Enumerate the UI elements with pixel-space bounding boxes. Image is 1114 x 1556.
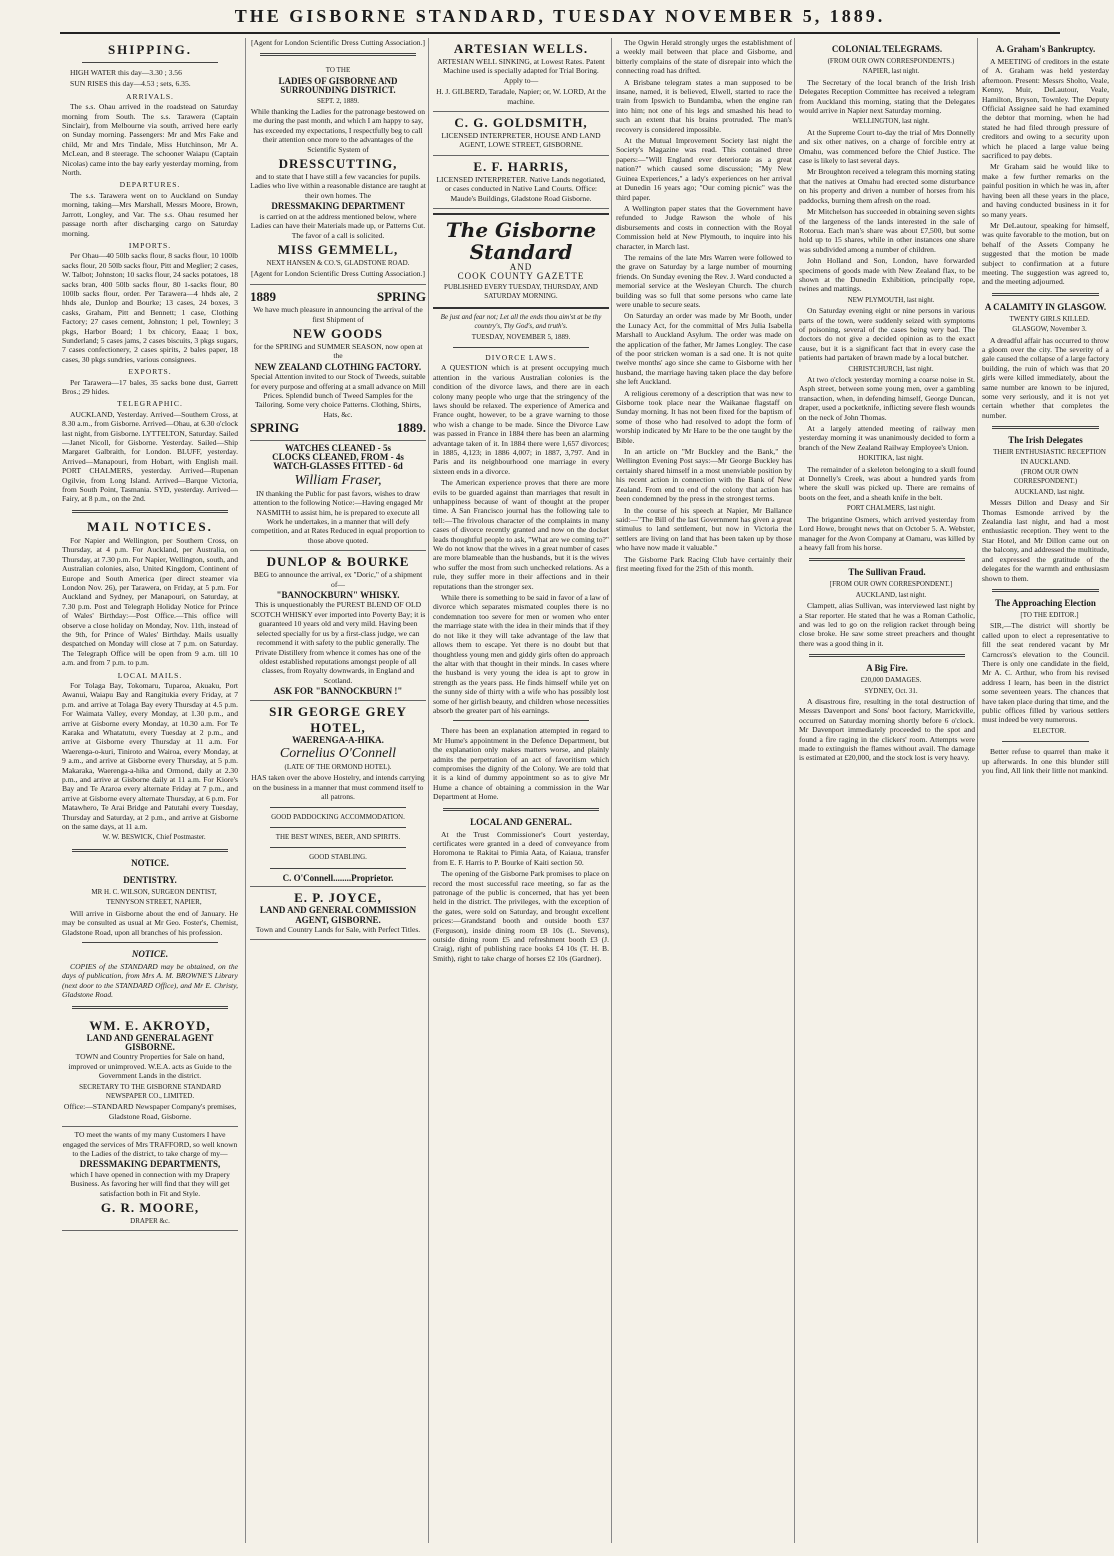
paper-masthead [433,213,609,309]
best-wines: THE BEST WINES, BEER, AND SPIRITS. [275,832,401,841]
c5-p8: At a largely attended meeting of railway men yesterday morning it was unanimously decided to form a branch of the New Zealand Railway Employee's Union. [799,424,975,452]
dunlop-name: DUNLOP & BOURKE [266,554,410,570]
christchurch-date: CHRISTCHURCH, last night. [848,364,934,373]
sullivan-p1: Clampett, alias Sullivan, was interviewed last night by a Star reporter. He stated that he was a Roman Catholic, and was led to go on the religion racket through being close broke. He saw some street preachers and thought there was a good thing in it. [799,601,975,648]
artesian-ad [433,38,609,112]
watches-line: WATCHES CLEANED - 5s [284,442,392,453]
nz-text2: for the SPRING and SUMMER SEASON, now open at the [253,341,423,361]
departures-heading: DEPARTURES. [119,180,181,190]
shipping-heading: SHIPPING. [107,42,193,57]
joyce-title: LAND AND GENERAL COMMISSION AGENT, GISBORNE. [259,905,417,925]
column-1 [62,38,242,1543]
calamity-p1: A dreadful affair has occurred to throw a gloom over the city. The severity of a gale caused the collapse of a large factory building, the ruin of which was that 20 girls were killed immediately, about the same number are known to be injured, some very seriously, and it is not yet certain whether that completes the number. [982,335,1109,420]
divorce-p2: The American experience proves that there are more evils to be guarded against than marriages that result in unhappiness because of want of thought at the proper time. A San Francisco journal has the following tale to tell:—The frivolous character of the complaints in many cases of divorce recently granted and now on the docket leads thoughtful people to ask, "What are we coming to?" We do not know that the wives in a great number of cases are more blameable than the husbands, but it is the wives who suffer the most from such unchecked relations. As a rule, they suffer more in their affections and in their reputations than the stronger sex. [433,478,609,591]
calamity-sub: TWENTY GIRLS KILLED. [1009,314,1090,323]
paper-motto: Be just and fear not; Let all the ends thou aim'st at be thy country's, Thy God's, and truth's. [440,312,602,331]
oconnell-name: Cornelius O'Connell [279,745,397,761]
notice2-heading: NOTICE. [131,948,169,959]
napier-date: NAPIER, last night. [862,67,920,76]
election-heading: The Approaching Election [995,597,1096,608]
page-masthead: THE GISBORNE STANDARD, TUESDAY NOVEMBER 5, 1889. [60,6,1060,34]
c4-p9: In the course of his speech at Napier, Mr Ballance said:—"The Bill of the last Government has given a great stimulus to land settlement, but now in Victoria the settlers are living on land that has been taken up by those who have now made it valuable." [616,505,792,553]
local-mails-heading: LOCAL MAILS. [117,670,183,680]
colonial-sub: (FROM OUR OWN CORRESPONDENTS.) [827,57,955,65]
spring-word: SPRING [376,288,426,304]
joyce-text: Town and Country Lands for Sale, with Perfect Titles. [255,925,421,934]
joyce-ad [250,887,426,940]
dept-heading: DRESSMAKING DEPARTMENT [271,201,405,212]
divorce-p4: There has been an explanation attempted in regard to Mr Hume's appointment in the Defence Department, but the explanation only makes matters worse, and plainly admits the perpetration of an act of favoritism which compromises the dignity of the Colony. We are told that it is a kind of dummy appointment so as to give Mr Hume a chance of obtaining a commission in the War Department at Home. [433,726,609,802]
c5-p2: At the Supreme Court to-day the trial of Mrs Donnelly and six other natives, on a charge of forcible entry at Omahu, was commenced before the Chief Justice. The case is likely to last several days. [799,127,975,166]
local-heading: LOCAL AND GENERAL. [470,816,572,827]
irish-sub: THEIR ENTHUSIASTIC RECEPTION IN AUCKLAND. [993,448,1106,466]
moore-text2: which I have opened in connection with my Drapery Business. As favoring her will find that they will get satisfaction both in Fit and Style. [70,1169,230,1198]
paddocking: GOOD PADDOCKING ACCOMMODATION. [271,812,405,821]
notice2-text: COPIES of the STANDARD may be obtained, on the days of publication, from Mrs A. M. BROWNE'S Library (next door to the STANDARD Office), and Mr E. Christy, Gladstone Road. [62,961,238,1000]
port-chalmers-date: PORT CHALMERS, last night. [846,504,936,513]
fire-sub: £20,000 DAMAGES. [860,676,922,685]
auckland-date: AUCKLAND, last night. [855,590,927,599]
column-3 [428,38,613,1543]
clothing-factory-ad [250,285,426,441]
akroyd-title: LAND AND GENERAL AGENT GISBORNE. [86,1032,214,1052]
irish-corr: (FROM OUR OWN CORRESPONDENT.) [1013,468,1079,486]
local-p1: At the Trust Commissioner's Court yesterday, certificates were granted in a deed of conveyance from Horomona te Rakitai to Pimia Aata, of Kaiaua, transfer from E. F. Harris to P. Bourke of Kaiti section 50. [433,829,609,867]
c5-p10: The brigantine Osmers, which arrived yesterday from Lord Howe, brought news that on October 5. A. Webster, manager for the Avon Company at Oamaru, was killed by a heavy fall from his horse. [799,514,975,552]
c4-p5: The remains of the late Mrs Warren were followed to the grave on Saturday by a large number of mourning friends. On Sunday evening the Rev. J. Ward conducted a memorial service at the Wesleyan Church. The church building was so full that some persons who came late were unable to secure seats. [616,252,792,309]
akroyd-text: TOWN and Country Properties for Sale on hand, improved or unimproved. W.E.A. acts as Guide to the Government Lands in the district. [68,1052,232,1081]
dentistry-heading: DENTISTRY. [123,874,177,885]
irish-p1: Messrs Dillon and Deasy and Sir Thomas Esmonde arrived by the Zealandia last night, and had a most enthusiastic reception. They went to the Star Hotel, and Mr Dillon came out on the balcony, and addressed the multitude, and expressed the gratitude of the delegates for the warmth and enthusiasm shown to them. [982,498,1109,583]
c4-p10: The Gisborne Park Racing Club have certainly their first meeting fixed for the 25th of this month. [616,554,792,573]
paper-subtitle: COOK COUNTY GAZETTE [457,271,585,282]
ladies-text: While thanking the Ladies for the patronage bestowed on me during the past month, and which I am happy to say, has exceeded my expectations, I respectfully beg to call their attention once more to the advantages of the Scientific System of [250,107,426,154]
notice-heading: NOTICE. [131,857,169,868]
fire-p1: A disastrous fire, resulting in the total destruction of Messrs Davenport and Sons' boot factory, Marrickville, occurred on Saturday morning shortly before 6 o'clock. Mr Davenport immediately proceeded to the spot and found a fire raging in the clickers' room. Attempts were made to extinguish the flames without avail. The damage is estimated at £20,000, and the stock lost is very heavy. [799,696,975,763]
hokitika-date: HOKITIKA, last night. [858,454,924,463]
divorce-heading: DIVORCE LAWS. [485,352,557,362]
mail-text: For Napier and Wellington, per Southern Cross, on Thursday, at 4 p.m. For Auckland, per Australia, on Thursday, at 7.30 p.m. For Napier, Wellington, south, and Australian colonies, also, United Kingdom, Continent of Europe and South America (per direct steamer via London Nov. 26), per Tarawera, on Friday, at 5 p.m. For Auckland and Sydney, per Manapouri, on Saturday, at 7.30 p.m. Post and Telegraph Holiday Notice for Prince of Wales' Birthday:—Post Office.—This office will observe a close holiday on Monday, Nov. 11th, instead of the 9th, for Prince of Wales' Birthday. Mails usually despatched on Monday will close at 7 p.m. on Saturday. The Telegraph Office will be open from 9 a.m. till 10 a.m. and from 7 p.m. to p.m. [62,535,238,668]
colonial-heading: COLONIAL TELEGRAMS. [831,44,943,54]
sun-rises: SUN RISES this day—4.53 ; sets, 6.35. [70,79,191,89]
c4-p6: On Saturday an order was made by Mr Booth, under the Lunacy Act, for the committal of Mrs Julia Isabella Marshall to Auckland Asylum. The order was made on the application of the father, Mr James Longley. The case of the poor stricken woman is a sad one. It is not quite twelve months' ago since she came to Gisborne with her husband, the marriage having taken place the day before she left Auckland. [616,311,792,387]
bank-p2: Mr Graham said he would like to make a few further remarks on the painful position in which he was in, after having been all these years in the place, and having conducted business in it for so many years. [982,162,1109,219]
telegraphic-text: AUCKLAND, Yesterday. Arrived—Southern Cross, at 8.30 a.m., from Gisborne. Arrived—Ohau, at 6.30 o'clock last night, from Gisborne. LYTTELTON, Saturday. Sailed—Janet Nicoll, for Gisborne. Yesterday. Sailed—Ship Margaret Galbraith, for London. BLUFF, yesterday. Arrived—Manapouri, from Hobart, with English mail. PORT CHALMERS, yesterday. Arrived—Rupenan Ogilvie, from Long Island. Arrived—Barque Victoria, from South Point, Tasmania. SYD, yesterday. Arrived—Fairy, at 8 p.m., on the 2nd. [62,409,238,504]
miss-address: NEXT HANSEN & CO.'S, GLADSTONE ROAD. [266,258,410,267]
dentist-name: MR H. C. WILSON, SURGEON DENTIST, [91,887,217,896]
high-water: HIGH WATER this day—3.30 ; 3.56 [70,68,182,77]
stabling: GOOD STABLING. [309,853,367,862]
paper-published: PUBLISHED EVERY TUESDAY, THURSDAY, AND SATURDAY MORNING. [444,282,598,301]
harris-name: E. F. HARRIS, [473,158,569,174]
nz-text: We have much pleasure in announcing the arrival of the first Shipment of [253,305,423,324]
exports-heading: EXPORTS. [128,367,172,377]
dentist-address: TENNYSON STREET, NAPIER, [106,898,202,907]
moore-ad [62,1127,238,1231]
column-6 [977,38,1109,1543]
clocks-line: CLOCKS CLEANED, FROM - 4s [272,452,404,462]
ladies-text2: and to state that I have still a few vacancies for pupils. Ladies who live within a reasonable distance are taught at their own homes. The [250,172,426,200]
c5-p1: The Secretary of the local branch of the Irish Irish Delegates Reception Committee has received a telegram from Auckland this morning, stating that the Delegates would arrive in Napier next Saturday morning. [799,77,975,116]
harris-ad [433,156,609,209]
proprietor: C. O'Connell........Proprietor. [282,872,394,883]
fraser-ad [250,441,426,552]
dunlop-text: BEG to announce the arrival, ex "Doric," of a shipment of— [253,570,423,589]
c5-p4: Mr Mitchelson has succeeded in obtaining seven sights of the largeness of the lands interested in the sale of Rotorua. Each man's share was about £7,500, but some hold up to 15 shares, while in other instances one share was subdivided among a number of children. [799,207,975,254]
local-mails-text: For Tolaga Bay, Tokomaru, Tuparoa, Akuaku, Port Awanui, Waiapu Bay and Rangitukia every Friday, at 7 p.m. and arrive at Tolaga Bay every Thursday at 4.5 p.m. For Waimata Valley, every Monday, at 1.30 p.m., and arrive at Gisborne every Monday, at 10.30 a.m. For Te Karaka and Whatatutu, every Tuesday at 2 p.m., and arrive at Gisborne every Thursday at 11 a.m. For Waerenga-o-kuri, Tiniroto and Wairoa, every Monday, at 9 a.m., and arrive at Gisborne every Thursday, at 5 p.m. Makaraka, Waerenga-a-hika and Ormond, daily at 2.30 p.m., and arrive at Gisborne daily at 11 a.m. For Kiore's Bay and Te Araroa every alternate Friday at 7 p.m., and arrive at Gisborne every alternate Thursday, at 6 p.m. For Matawhero, Te Arai Bridge and Patutahi every Tuesday, Thursday and Saturday, at 2 p.m., and arrive at Gisborne on the same days, at 11 a.m. [62,680,238,832]
auckland2-date: AUCKLAND, last night. [1014,487,1085,496]
glasgow-date: GLASGOW, November 3. [1012,325,1087,334]
imports-heading: IMPORTS. [128,240,172,250]
akroyd-office: Office:—STANDARD Newspaper Company's premises, Gladstone Road, Gisborne. [63,1102,237,1121]
paper-and: AND [509,262,533,273]
dunlop-text2: This is unquestionably the PUREST BLEND OF OLD SCOTCH WHISKY ever imported into Poverty Bay; it is guaranteed 10 years old and very mild. Having been selected specially for us by a first-class judge, we can recommend it with safety to the public generally. The Private Distillery from whence it comes has one of the oldest established reputations amongst people of all classes, from Royalty downwards, in England and Scotland. [250,600,426,685]
agent-note2: [Agent for London Scientific Dress Cutting Association.] [251,269,425,279]
c5-p3: Mr Broughton received a telegram this morning stating that the natives at Omahu had erected some disturbance on his property and driven a number of horses from his paddocks, burning them afresh on the road. [799,167,975,205]
ladies-heading: LADIES OF GISBORNE AND SURROUNDING DISTRICT. [278,75,398,96]
c4-p8: In an article on "Mr Buckley and the Bank," the Wellington Evening Post says:—Mr George Buckley has certainly shared himself in a most unenviable position by his recent action in connection with the Bank of New Zealand. From end to end of the colony that action has been condemned by the press in the strongest terms. [616,447,792,504]
factory-name: NEW ZEALAND CLOTHING FACTORY. [254,361,422,372]
ladies-date: SEPT. 2, 1889. [316,96,360,105]
departures-text: The s.s. Tarawera went on to Auckland on Sunday morning, taking—Mrs Marshall, Messrs Moore, Brown, Jarrott, Longley, and Var. The s.s. Ohau resumed her passage north after discharging cargo on Saturday morning. [62,190,238,238]
moore-role: DRAPER &c. [130,1217,170,1226]
goldsmith-name: C. G. GOLDSMITH, [454,115,588,131]
dunlop-ad [250,551,426,700]
c4-p7: A religious ceremony of a description that was new to Gisborne took place near the Waikanae flagstaff on Sunday morning. It has not been fixed for the baptism of some of those who had resolved to adopt the form of worship indicated by Mr Hare to be the one taught by the Bible. [616,388,792,445]
dentist-text: Will arrive in Gisborne about the end of January. He may be consulted as usual at Mr Geo. Foster's, Chemist, Gladstone Road, upon all branches of his profession. [62,908,238,937]
artesian-text: ARTESIAN WELL SINKING, at Lowest Rates. Patent Machine used is specially adapted for Trial Boring. Apply to— [437,57,605,85]
bank-p3: Mr DeLautour, speaking for himself, was quite favorable to the motion, but on behalf of the Assets Company he suggested that the motion be made subject to confirmation at a future meeting. The suggestion was agreed to, and the meeting adjourned. [982,220,1109,287]
elector-sign: ELECTOR. [1032,726,1067,735]
c4-p1: The Ogwin Herald strongly urges the establishment of a weekly mail between that place and Gisborne, and bitterly complains of the state of disrepair into which the connecting road has drifted. [616,38,792,76]
oconnell-text: HAS taken over the above Hostelry, and intends carrying on the business in a manner that must commend itself to all patrons. [251,773,425,802]
akroyd-ad [62,1015,238,1128]
hotel-place: WAERENGA-A-HIKA. [292,734,384,745]
spring2-year: 1889. [396,420,426,436]
akroyd-secretary: SECRETARY TO THE GISBORNE STANDARD NEWSPAPER CO., LIMITED. [79,1082,221,1100]
artesian-heading: ARTESIAN WELLS. [453,41,589,56]
moore-dept: DRESSMAKING DEPARTMENTS, [79,1159,221,1170]
election-p1: SIR,—The district will shortly be called upon to elect a representative to fill the seat rendered vacant by Mr Carncross's elevation to the Council. There is only one candidate in the field, Mr A. C. Arthur, who from his revised address I learn, has been in the district some seventeen years. The chances that have taken place during that time, and the public offices filled by various settlers must indeed be very numerous. [982,621,1109,725]
fire-heading: A Big Fire. [866,663,908,674]
imports-text: Per Ohau—40 50lb sacks flour, 8 sacks flour, 10 100lb sacks flour, 20 50lb sacks flour, Pitt and Meglier; 2 cases, W. Talbot; Johnston; 10 sacks flour, 24 sacks potatoes, 18 sacks bran, 400 50lb sacks flour, 80 1-sacks flour, 80 100lb sacks flour, order. Per Tarawera—4 hhds ale, 2 hhds ale, Dunlop and Bourke; 13 cases, 24 boxes, 3 casks, Graham, Pitt and Bennett; 1 case, Clothing Factory; 27 cases cement, Johnston; 1 pel, Townley; 3 pkgs, Harbor Board; 1 bx chicory, Eaaa; 1 box, Sunderland; 5 cases jams, 2 cases biscuits, 3 pkgs sugars, 7 cases confectionery, 2 cases spirits, 2 bales paper, 18 cases, 30 pkgs sundries, various consignees. [62,251,238,364]
paper-title: The Gisborne Standard [445,218,597,265]
fraser-text: IN thanking the Public for past favors, wishes to draw attention to the following Notice:—Having engaged Mr NASMITH to assist him, he is prepared to execute all Work he undertakes, in a manner that will defy competition, and at Rates Reduced in equal proportion to those above quoted. [251,488,425,545]
fraser-name: William Fraser, [294,472,382,488]
new-goods: NEW GOODS [292,325,384,341]
moore-name: G. R. MOORE, [100,1200,200,1216]
exports-text: Per Tarawera—17 bales, 35 sacks bone dust, Garrett Bros.; 29 hides. [62,377,238,396]
local-p2: The opening of the Gisborne Park promises to place on record the most successful race meeting, so far as the patronage of the public is concerned, that has yet been held in the district. The privileges, with the exception of the gates, were sold on Saturday, and brought excellent prices:—Grandstand booth and outside booth £37 (Ferguson), inside dining room £8 10s (L. Stevens), outside dining room £5 and refreshment booth £3 (J. Craig), right of publishing race books £4 10s (T. H. B. Smith), right to take charge of horses £2 10s (Gardner). [433,869,609,963]
sydney-date: SYDNEY, Oct. 31. [864,686,918,695]
postmaster: W. W. BESWICK, Chief Postmaster. [102,833,206,842]
arrivals-text: The s.s. Ohau arrived in the roadstead on Saturday morning from South. The s.s. Tarawera (Captain Sinclair), from Melbourne via south, arrived here early on Sunday morning. Passengers: Mr and Mrs Fake and child, Mr and Mrs Tindale, Miss Hutchinson, Mr A. McLean, and 8 steerage. The schooner Waiapu (Captain Nicolas) came into the bay early yesterday morning, from North. [62,102,238,178]
sullivan-heading: The Sullivan Fraud. [848,567,926,578]
c5-p9: The remainder of a skeleton belonging to a skull found at Donnelly's Creek, was about a hundred yards from where the skull was picked up. There are remains of boots on the feet, and a sheath knife in the belt. [799,464,975,502]
bankruptcy-heading: A. Graham's Bankruptcy. [995,44,1096,54]
c4-p4: A Wellington paper states that the Government have refunded to Judge Rawson the whole of his disbursements and costs in connection with the Royal Commission held at New Plymouth, to inquire into his character, in March last. [616,203,792,251]
miss-gemmell: MISS GEMMELL, [277,241,399,257]
hotel-ad [250,701,426,888]
moore-text: TO meet the wants of my many Customers I have engaged the services of Mrs TRAFFORD, so well known to the Ladies of the district, to take charge of my— [62,1130,238,1158]
harris-text: LICENSED INTERPRETER. Native Lands negotiated, or cases conducted in Native Land Courts. Office: Maude's Buildings, Gladstone Road Gisborne. [436,174,606,203]
dresscutting: DRESSCUTTING, [278,156,398,172]
calamity-heading: A CALAMITY IN GLASGOW. [984,301,1107,312]
wellington-date: WELLINGTON, last night. [852,117,930,126]
c5-p5: John Holland and Son, London, have forwarded specimens of goods made with New Zealand flax, to be shown at the Dunedin Exhibition, principally rope, twines and mattings. [799,256,975,294]
c4-p2: A Brisbane telegram states a man supposed to be insane, named, it is believed, Elwell, started to race the train from Ipswich to Bundamba, when the engine ran into him; not one of his legs and smashed his head to such an extent that his brains protruded. The man's recovery is considered impossible. [616,77,792,134]
agent-note: [Agent for London Scientific Dress Cutting Association.] [251,38,425,47]
column-4 [611,38,796,1543]
paper-dateline: TUESDAY, NOVEMBER 5, 1889. [471,332,571,341]
bank-p1: A MEETING of creditors in the estate of A. Graham was held yesterday afternoon. Present: Messrs Sholto, Veale, Kenny, Muir, DeLautour, Veale, Hamilton, Bryson, Townley. The Deputy Official Assignee said he had examined the debtor that morning, when he had stated he had filed through pressure of creditors and owing to a security upon which he placed a large value being sacrificed to pay debts. [982,57,1109,161]
oconnell-sub: (LATE OF THE ORMOND HOTEL). [284,762,392,771]
joyce-name: E. P. JOYCE, [294,890,382,906]
mail-heading: MAIL NOTICES. [87,518,213,534]
column-5 [794,38,979,1543]
spring2-word: SPRING [250,420,300,436]
gemmell-ad [250,62,426,284]
divorce-p1: A QUESTION which is at present occupying much attention in the various Australian colonies is the condition of the divorce laws, and there are in each colony many people who urge that the stringency of the laws should be relaxed. The experience of America and France ought, however, to be a grave warning to those who wish a change to be made. Since the Divorce Law was passed in France in 1884 there has been an alarming advantage taken of it. In 1884 there were 1,657 divorces; in 1885, 4,123; in 1886 4,007; in 1887, 3,797. And in Paris and its neighbourhood one marriage in every sixteen ends in a divorce. [433,363,609,476]
sullivan-sub: [FROM OUR OWN CORRESPONDENT.] [829,580,953,589]
irish-heading: The Irish Delegates [1008,435,1083,446]
telegraphic-heading: TELEGRAPHIC. [117,399,183,409]
column-2 [245,38,430,1543]
ladies-to: TO THE [325,66,351,75]
glasses-line: WATCH-GLASSES FITTED - 6d [273,461,403,472]
ladies-text3: is carried on at the address mentioned below, where Ladies can have their Materials made up, or Patterns Cut. The favor of a call is solicited. [250,211,426,240]
election-p2: Better refuse to quarrel than make it up afterwards. In one this blunder still you find, All link their little not mankind. [982,747,1109,775]
c5-p6: On Saturday evening eight or nine persons in various parts of the town, were suddenly seized with symptoms of poisoning, several of the cases being very bad. The doctors do not give a decided opinion as to the exact cause, but it is a significant fact that in every case the patients had partaken of brawn made by a local butcher. [799,306,975,363]
to-editor: [TO THE EDITOR.] [1020,610,1079,619]
c4-p3: At the Mutual Improvement Society last night the Society's Magazine was read. This contained three papers:—"Will England ever deteriorate as a great nation?" which caused some discussion; "My New Guinea Experiences," a lady's experiences on her arrival at Dunedin 16 years ago; "Our coming picnic" was the third paper. [616,136,792,202]
hotel-name: SIR GEORGE GREY HOTEL, [269,703,407,735]
nz-text3: Special Attention invited to our Stock of Tweeds, suitable for every purpose and offering at a small advance on Mill Prices. Splendid bunch of Tweed Samples for the Tailoring. Some very choice Patterns. Clothing, Shirts, Hats, &c. [250,372,426,419]
new-plymouth-date: NEW PLYMOUTH, last night. [847,295,935,304]
arrivals-heading: ARRIVALS. [126,91,174,101]
spring-year: 1889 [250,288,276,304]
goldsmith-ad [433,112,609,156]
divorce-p3: While there is something to be said in favor of a law of divorce which separates mismated couples there is no condemnation too severe for men or women who enter the marriage state with the idea in their minds that if they do not like it they will take advantage of the law that allows them to escape. Yet there is no doubt but that thoughtless young men and giddy girls often do approach the altar with that thought in their minds. In cases where the husband is very young the idea is apt to grow in strength as the years pass. He finds himself while yet on the sunny side of thirty with a wife who has possibly lost some of her girlish beauty, and children whose necessities absorb the greater part of his earnings. [433,593,610,715]
c5-p7: At two o'clock yesterday morning a coarse noise in St. Asph street, between some young men, over a gambling transaction, when, in defending himself, George Duncan, draper, used a pocketknife, inflicting severe flesh wounds on the neck of John Thomas. [799,375,975,422]
ask-for: ASK FOR "BANNOCKBURN !" [273,686,403,697]
bannockburn: "BANNOCKBURN" WHISKY. [276,590,400,601]
akroyd-name: WM. E. AKROYD, [89,1017,211,1033]
goldsmith-text: LICENSED INTERPRETER, HOUSE AND LAND AGENT, LOWE STREET, GISBORNE. [441,131,601,150]
artesian-name: H. J. GILBERD, Taradale, Napier; or, W. LORD, At the machine. [436,87,606,106]
